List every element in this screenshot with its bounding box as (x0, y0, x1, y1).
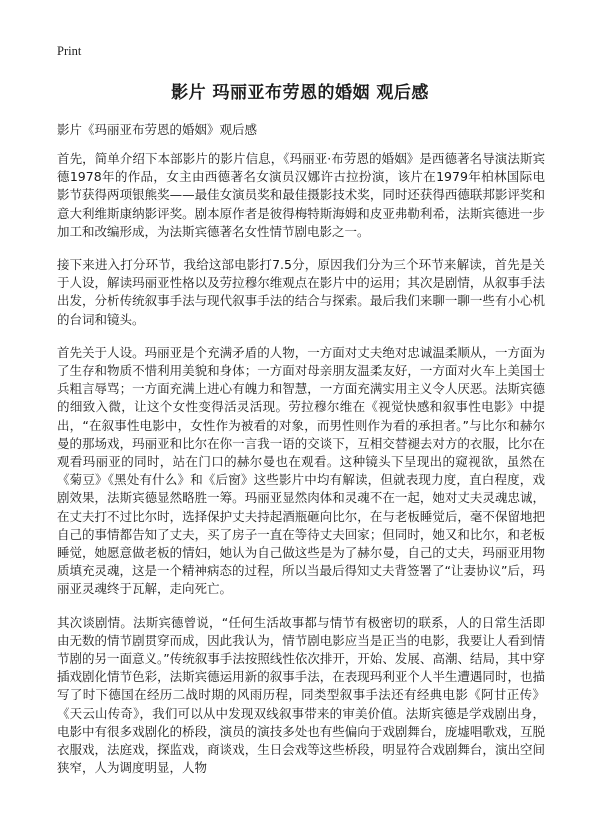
paragraph-rating: 接下来进入打分环节，我给这部电影打7.5分，原因我们分为三个环节来解读，首先是关于人设，解读玛丽亚性格以及劳拉穆尔维观点在影片中的运用；其次是剧情，从叙事手法出发，分析传统叙事手法与现代叙事手法的结合与探索。最后我们来聊一聊一些有小心机的台词和镜头。 (57, 257, 545, 327)
paragraph-intro: 首先，简单介绍下本部影片的影片信息，《玛丽亚·布劳恩的婚姻》是西德著名导演法斯宾德1978年的作品，女主由西德著名女演员汉娜许古拉扮演，该片在1979年柏林国际电影节获得两项银熊奖——最佳女演员奖和最佳摄影技术奖，同时还获得西德联邦影评奖和意大利维斯康纳影评奖。剧本原作者是彼得梅特斯海姆和皮亚弗勒利希，法斯宾德进一步加工和改编形成，为法斯宾德著名女性情节剧电影之一。 (57, 151, 545, 239)
paragraph-plot: 其次谈剧情。法斯宾德曾说，“任何生活故事都与情节有极密切的联系，人的日常生活即由无数的情节剧贯穿而成，因此我认为，情节剧电影应当是正当的电影，我要让人看到情节剧的另一面意义。”传统叙事手法按照线性依次排开，开始、发展、高潮、结局，其中穿插戏剧化情节色彩，法斯宾德运用新的叙事手法，在表现玛利亚个人半生遭遇同时，也描写了时下德国在经历二战时期的风雨历程，同类型叙事手法还有经典电影《阿甘正传》《天云山传奇》，我们可以从中发现双线叙事带来的审美价值。法斯宾德是学戏剧出身，电影中有很多戏剧化的桥段，演员的演技多处也有些偏向于戏剧舞台，庞墟唱歌戏，互脱衣服戏，法庭戏，探监戏，商谈戏，生日会戏等这些桥段，明显符合戏剧舞台，演出空间狭窄，人为调度明显，人物 (57, 614, 545, 776)
document-subtitle: 影片《玛丽亚布劳恩的婚姻》观后感 (57, 122, 258, 137)
document-body (57, 150, 545, 793)
paragraph-characters: 首先关于人设。玛丽亚是个充满矛盾的人物，一方面对丈夫绝对忠诚温柔顺从，一方面为了生存和物质不惜利用美貌和身体；一方面对母亲朋友温柔友好，一方面对火车上美国士兵粗言辱骂；一方面充满上进心有魄力和智慧，一方面充满实用主义令人厌恶。法斯宾德的细致入微，让这个女性变得活灵活现。劳拉穆尔维在《视觉快感和叙事性电影》中提出，“在叙事性电影中，女性作为被看的对象，而男性则作为看的承担者。”与比尔和赫尔曼的那场戏，玛丽亚和比尔在你一言我一语的交谈下，互相交替褪去对方的衣服，比尔在观看玛丽亚的同时，站在门口的赫尔曼也在观看。这种镜头下呈现出的窥视欲，虽然在《菊豆》《黑处有什么》和《后窗》这些影片中均有解读，但就表现力度，直白程度，戏剧效果，法斯宾德显然略胜一筹。玛丽亚显然肉体和灵魂不在一起，她对丈夫灵魂忠诚，在丈夫打不过比尔时，选择保护丈夫持起酒瓶砸向比尔，在与老板睡觉后，毫不保留地把自己的事情都告知了丈夫，买了房子一直在等待丈夫回家；但同时，她又和比尔，和老板睡觉，她愿意做老板的情妇，她认为自己做这些是为了赫尔曼，自己的丈夫，玛丽亚用物质填充灵魂，这是一个精神病态的过程，所以当最后得知丈夫背签署了“让妻协议”后，玛丽亚灵魂终于瓦解，走向死亡。 (57, 344, 545, 597)
document-title: 影片 玛丽亚布劳恩的婚姻 观后感 (171, 83, 429, 103)
print-link[interactable]: Print (57, 44, 82, 58)
